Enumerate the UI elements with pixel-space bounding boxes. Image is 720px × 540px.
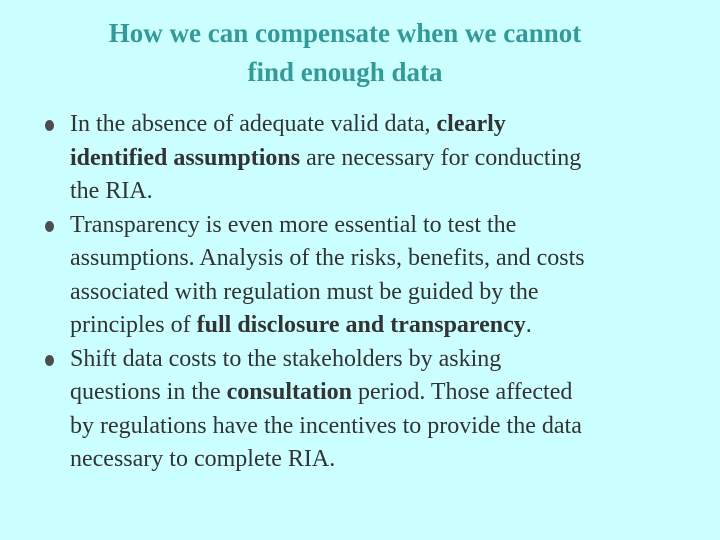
bullet-line [70,108,685,142]
slide-title [20,14,670,92]
bullet-dot-icon [45,221,54,232]
bullet-line [70,443,685,477]
bullet-dot-icon [45,120,54,131]
bullet-line [70,242,685,276]
bullet-line [70,343,685,377]
bullet-text-segment: principles of [70,312,197,338]
bullet-text-segment: necessary to complete RIA. [70,446,336,472]
bullet-item [70,343,685,477]
bullet-line [70,142,685,176]
bullet-text-segment: assumptions. Analysis of the risks, benefits, and costs [70,245,585,271]
bullet-line [70,209,685,243]
bullet-line [70,376,685,410]
bullet-text-segment: Shift data costs to the stakeholders by asking [70,345,502,372]
slide-title-line: find enough data [247,57,443,87]
bullet-line [70,276,685,310]
bullet-text-segment: associated with regulation must be guided by the [70,278,539,305]
bullet-bold-segment: consultation [226,379,353,405]
bullet-text-segment: by regulations have the incentives to provide the data [70,412,582,439]
bullet-list [70,108,685,477]
bullet-text-segment: the RIA. [70,178,153,204]
bullet-dot-icon [45,355,54,366]
bullet-text-segment: are necessary for conducting [300,144,582,171]
bullet-text-segment: questions in the [70,379,227,405]
bullet-bold-segment: clearly [436,111,506,137]
bullet-text-segment: In the absence of adequate valid data, [70,111,437,137]
bullet-bold-segment: full disclosure and transparency [196,312,526,338]
bullet-item [70,209,685,343]
bullet-bold-segment: identified assumptions [70,144,301,171]
bullet-text-segment: . [525,312,532,338]
bullet-item [70,108,685,209]
bullet-line [70,410,685,444]
slide-title-line: How we can compensate when we cannot [108,18,582,48]
bullet-line [70,175,685,209]
bullet-text-segment: period. Those affected [352,379,573,405]
bullet-line [70,309,685,343]
bullet-text-segment: Transparency is even more essential to test the [70,211,517,238]
